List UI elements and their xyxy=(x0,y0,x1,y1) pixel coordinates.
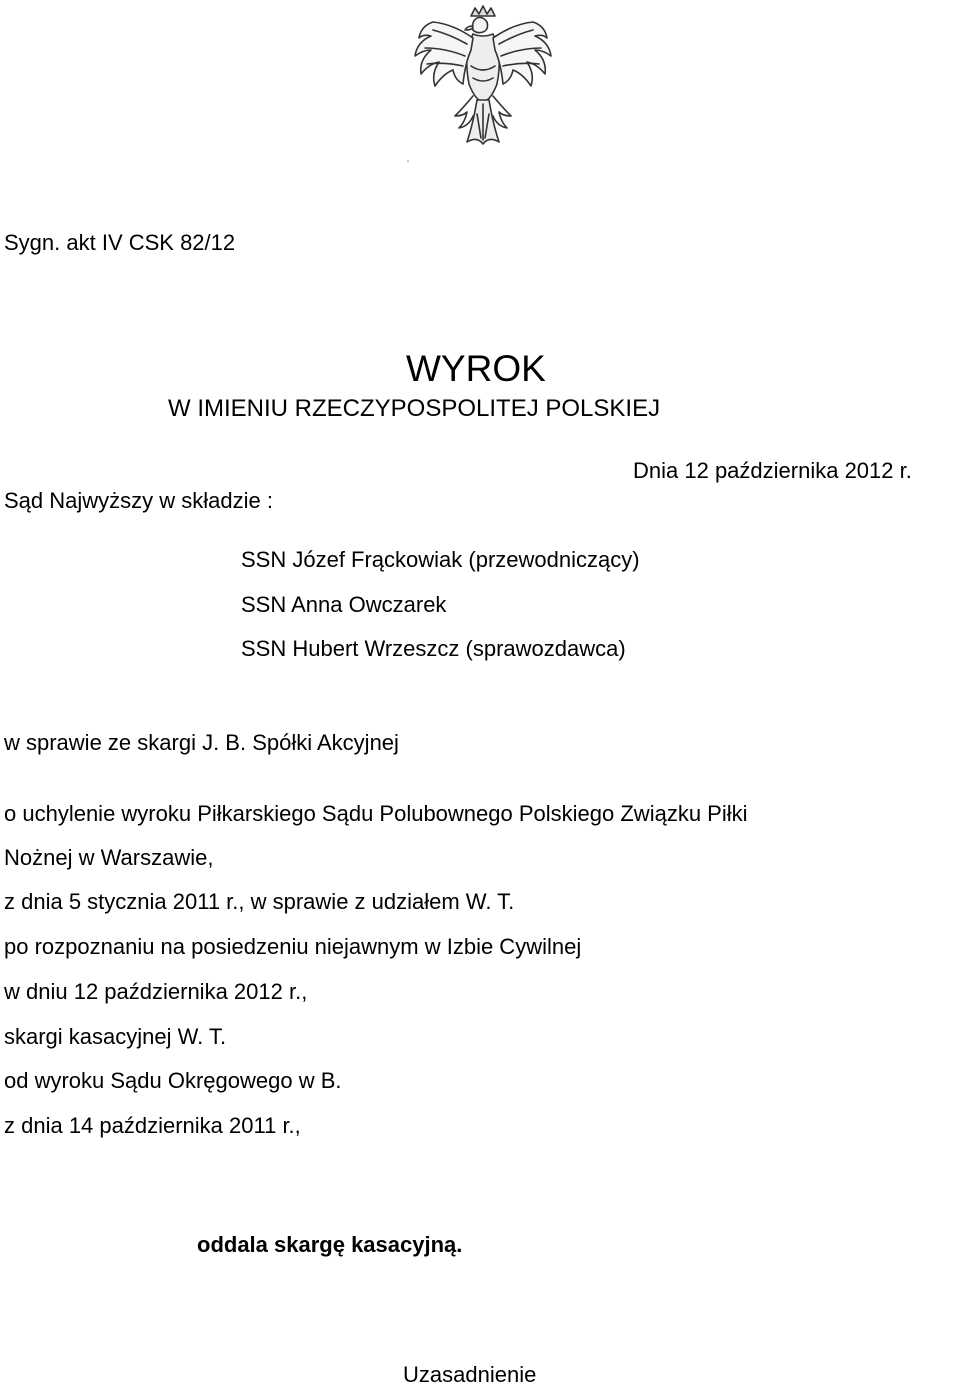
page-title: WYROK xyxy=(406,348,546,389)
verdict-date: Dnia 12 października 2012 r. xyxy=(633,458,912,483)
justification-heading: Uzasadnienie xyxy=(403,1362,537,1387)
judge-member: SSN Anna Owczarek xyxy=(241,592,447,617)
body-line: Nożnej w Warszawie, xyxy=(4,845,214,870)
polish-eagle-emblem-icon xyxy=(393,4,573,164)
body-line: skargi kasacyjnej W. T. xyxy=(4,1024,227,1049)
body-line: od wyroku Sądu Okręgowego w B. xyxy=(4,1068,342,1093)
judge-rapporteur: SSN Hubert Wrzeszcz (sprawozdawca) xyxy=(241,636,626,661)
judge-presiding: SSN Józef Frąckowiak (przewodniczący) xyxy=(241,547,640,572)
ruling-text: oddala skargę kasacyjną. xyxy=(197,1232,463,1257)
page-subtitle: W IMIENIU RZECZYPOSPOLITEJ POLSKIEJ xyxy=(168,395,661,422)
body-line: po rozpoznaniu na posiedzeniu niejawnym w Izbie Cywilnej xyxy=(4,934,582,959)
body-line: z dnia 14 października 2011 r., xyxy=(4,1113,301,1138)
court-composition-label: Sąd Najwyższy w składzie : xyxy=(4,488,273,513)
body-line: o uchylenie wyroku Piłkarskiego Sądu Polubownego Polskiego Związku Piłki xyxy=(4,801,748,826)
body-line: w sprawie ze skargi J. B. Spółki Akcyjnej xyxy=(4,730,399,755)
case-signature: Sygn. akt IV CSK 82/12 xyxy=(4,230,236,255)
body-line: w dniu 12 października 2012 r., xyxy=(4,979,308,1004)
body-line: z dnia 5 stycznia 2011 r., w sprawie z udziałem W. T. xyxy=(4,889,515,914)
